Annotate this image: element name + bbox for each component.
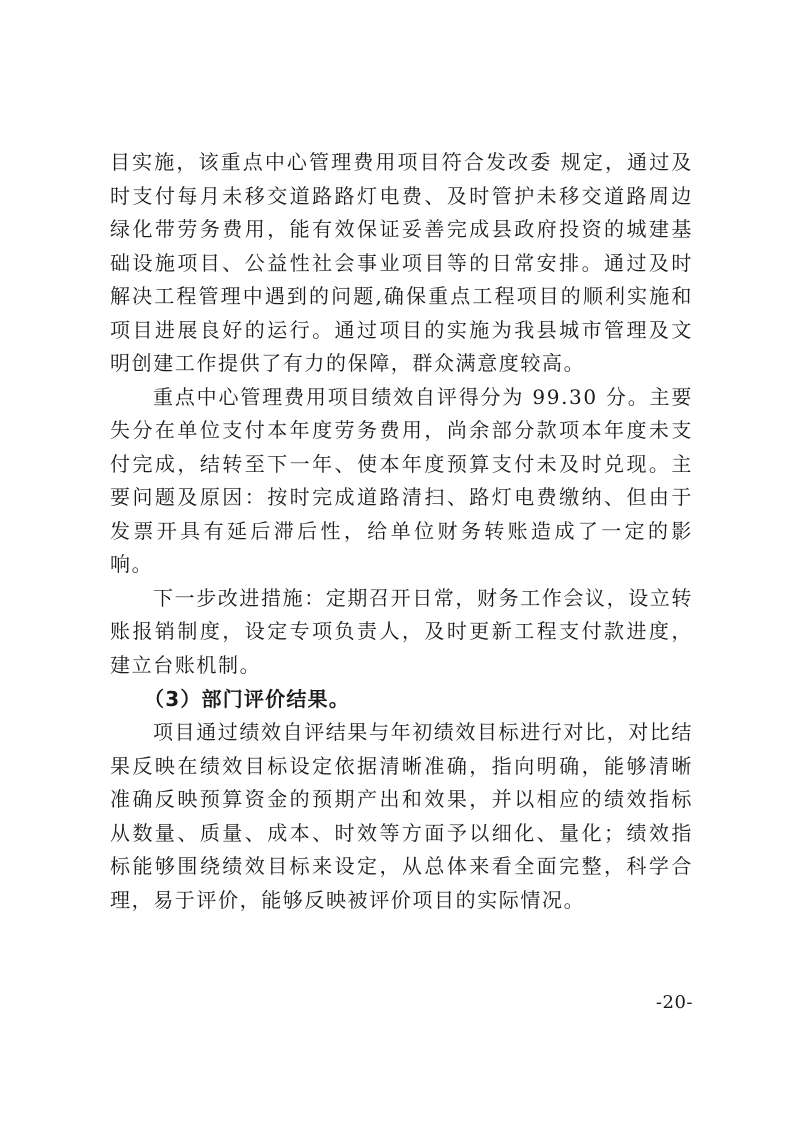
- paragraph-project-implementation: 目实施，该重点中心管理费用项目符合发改委 规定，通过及时支付每月未移交道路路灯电费、及时管护未移交道路周边绿化带劳务费用，能有效保证妥善完成县政府投资的城建基础设施项目、公益性社会事业项目等的日常安排。通过及时解决工程管理中遇到的问题,确保重点工程项目的顺利实施和项目进展良好的运行。通过项目的实施为我县城市管理及文明创建工作提供了有力的保障，群众满意度较高。: [110, 150, 693, 375]
- paragraph-department-evaluation: 项目通过绩效自评结果与年初绩效目标进行对比，对比结果反映在绩效目标设定依据清晰准确，指向明确，能够清晰准确反映预算资金的预期产出和效果，并以相应的绩效指标从数量、质量、成本、时效等方面予以细化、量化；绩效指标能够围绕绩效目标来设定，从总体来看全面完整，科学合理，易于评价，能够反映被评价项目的实际情况。: [110, 720, 693, 912]
- section-heading-department-evaluation: （3）部门评价结果。: [144, 687, 350, 711]
- document-body: [110, 146, 693, 917]
- paragraph-self-evaluation-score: 重点中心管理费用项目绩效自评得分为 99.30 分。主要失分在单位支付本年度劳务费用，尚余部分款项本年度未支付完成，结转至下一年、使本年度预算支付未及时兑现。主要问题及原因：按时完成道路清扫、路灯电费缴纳、但由于发票开具有延后滞后性，给单位财务转账造成了一定的影响。: [110, 384, 693, 576]
- paragraph-improvement-measures: 下一步改进措施：定期召开日常，财务工作会议，设立转账报销制度，设定专项负责人，及时更新工程支付款进度，建立台账机制。: [110, 585, 693, 677]
- page-number: -20-: [655, 992, 693, 1013]
